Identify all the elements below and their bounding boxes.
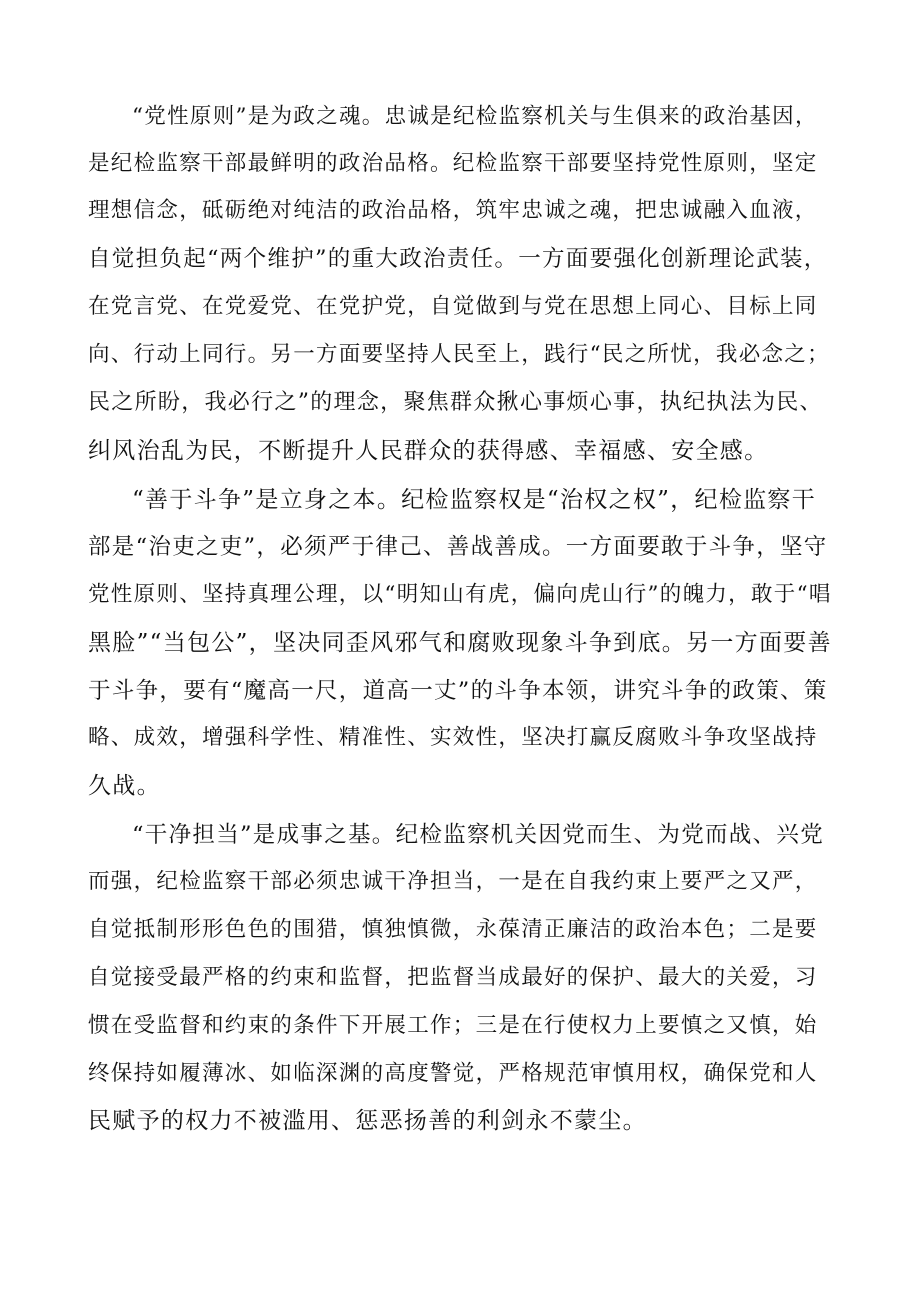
paragraph-line: 向、行动上同行。另一方面要坚持人民至上，践行“民之所忧，我必念之； [88, 342, 830, 367]
paragraph-line: “党性原则”是为政之魂。忠诚是纪检监察机关与生俱来的政治基因， [132, 104, 818, 129]
paragraph-line: 黑脸”“当包公”，坚决同歪风邪气和腐败现象斗争到底。另一方面要善 [88, 630, 832, 656]
paragraph-line: 民之所盼，我必行之”的理念，聚焦群众揪心事烦心事，执纪执法为民、 [88, 390, 823, 415]
paragraph-line: 民赋予的权力不被滥用、惩恶扬善的利剑永不蒙尘。 [88, 1108, 647, 1134]
paragraph-line: 而强，纪检监察干部必须忠诚干净担当，一是在自我约束上要严之又严， [88, 869, 818, 894]
paragraph-line: 久战。 [88, 773, 161, 799]
paragraph-line: 自觉担负起“两个维护”的重大政治责任。一方面要强化创新理论武装， [88, 246, 828, 272]
paragraph-line: 自觉接受最严格的约束和监督，把监督当成最好的保护、最大的关爱，习 [88, 965, 818, 990]
paragraph-line: 在党言党、在党爱党、在党护党，自觉做到与党在思想上同心、目标上同 [88, 294, 818, 319]
paragraph-line: “善于斗争”是立身之本。纪检监察权是“治权之权”，纪检监察干 [132, 487, 817, 513]
paragraph-line: 部是“治吏之吏”，必须严于律己、善战善成。一方面要敢于斗争，坚守 [88, 534, 828, 560]
paragraph-line: 纠风治乱为民，不断提升人民群众的获得感、幸福感、安全感。 [88, 438, 769, 464]
paragraph-line: 自觉抵制形形色色的围猎，慎独慎微，永葆清正廉洁的政治本色；二是要 [88, 917, 818, 942]
paragraph-line: 终保持如履薄冰、如临深渊的高度警觉，严格规范审慎用权，确保党和人 [88, 1061, 818, 1086]
paragraph-line: 是纪检监察干部最鲜明的政治品格。纪检监察干部要坚持党性原则，坚定 [88, 151, 818, 176]
paragraph-line: 理想信念，砥砺绝对纯洁的政治品格，筑牢忠诚之魂，把忠诚融入血液， [88, 198, 818, 223]
paragraph-line: 党性原则、坚持真理公理，以“明知山有虎，偏向虎山行”的魄力，敢于“唱 [88, 582, 832, 607]
paragraph-line: 惯在受监督和约束的条件下开展工作；三是在行使权力上要慎之又慎，始 [88, 1013, 818, 1038]
paragraph-line: 略、成效，增强科学性、精准性、实效性，坚决打赢反腐败斗争攻坚战持 [88, 725, 818, 750]
paragraph-line: “干净担当”是成事之基。纪检监察机关因党而生、为党而战、兴党 [132, 822, 825, 848]
paragraph-line: 于斗争，要有“魔高一尺，道高一丈”的斗争本领，讲究斗争的政策、策 [88, 678, 828, 704]
